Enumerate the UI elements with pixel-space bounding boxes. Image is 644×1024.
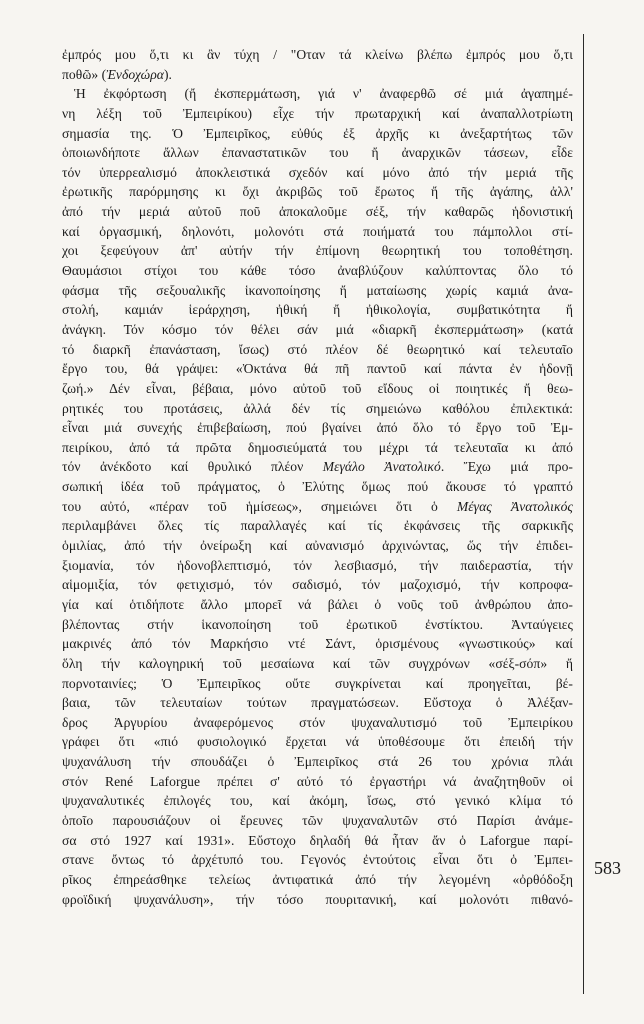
text-line: ρητικές του προτάσεις, ἀλλά δέν τίς σημειώνω καθόλου ἐπιλεκτικά:	[62, 400, 573, 416]
text-line: χοι ξεφεύγουν ἀπ' αὐτήν τήν ἐπίμονη θεωρητική του τοποθέτηση.	[62, 243, 573, 259]
text-line: εἶναι μιά συνεχής ἐπιβεβαίωση, πού βγαίνει ἀπό ὅλο τό ἔργο τοῦ Ἐμ-	[62, 420, 573, 436]
body-text	[62, 45, 573, 909]
text-line: γία καί ὁτιδήποτε ἄλλο μπορεῖ νά βάλει ὁ νοῦς τοῦ ἀνθρώπου ἀπο-	[62, 596, 573, 612]
text-line: του αὐτό, «πέραν τοῦ ἡμίσεως», σημειώνει ὅτι ὁ Μέγας Ἀνατολικός	[62, 498, 573, 514]
text-line: σωπική ἰδέα τοῦ πράγματος, ὁ Ἐλύτης ὅμως πού ἄκουσε τό γραπτό	[62, 479, 573, 495]
text-line: Θαυμάσιοι στίχοι του κάθε τόσο ἀναβλύζουν καλύπτοντας ὅλο τό	[62, 263, 573, 279]
text-line: ἀπό τήν μεριά αὐτοῦ ποῦ ἀποκαλοῦμε σέξ, τήν καθαρῶς ἡδονιστική	[62, 204, 573, 220]
text-line: ὁποῖο παρουσιάζουν οἱ ἔρευνες τῶν ψυχαναλυτῶν στό Παρίσι ἀνάμε-	[62, 812, 573, 828]
text-line: Ἡ ἐκφόρτωση (ἤ ἐκσπερμάτωση, γιά ν' ἀναφερθῶ σέ μιά ἀγαπημέ-	[74, 86, 573, 102]
text-line: βαια, τῶν τελευταίων τούτων πραγματώσεων. Εὔστοχα ὁ Ἀλέξαν-	[62, 695, 573, 711]
text-line: ψυχανάλυση τήν σπουδάζει ὁ Ἐμπειρῖκος στά 26 του χρόνια πλάι	[62, 754, 573, 770]
text-line: τόν ὑπερρεαλισμό ἀποκλειστικά σχεδόν καί μόνο ἀπό τήν μεριά τῆς	[62, 164, 573, 180]
text-line: νη λέξη τοῦ Ἐμπειρίκου) εἶχε τήν πρωταρχική καί ἀναπαλλοτρίωτη	[62, 105, 573, 121]
text-line: ρῖκος ἐπηρεάσθηκε τελείως ἀντιφατικά ἀπό τήν λεγομένη «ὀρθόδοξη	[62, 871, 573, 887]
text-line: ξιομανία, τόν ἡδονοβλεπτισμό, τόν λεσβιασμό, τήν παιδεραστία, τήν	[62, 557, 573, 573]
text-line: ὁποιωνδήποτε ἄλλων ἐπαναστατικῶν του ἤ ἀναρχικῶν τάσεων, εἶδε	[62, 145, 573, 161]
text-line: ἀνάγκη. Τόν κόσμο τόν θέλει σάν μιά «διαρκῆ ἐκσπερμάτωση» (κατά	[62, 321, 573, 337]
text-line: στολή, καμιάν ἱεράρχηση, ἠθική ἤ ἠθικολογία, συμβατικότητα ἤ	[62, 302, 573, 318]
text-line: πορνοταινίες; Ὁ Ἐμπειρῖκος οὔτε συγκρίνεται καί προηγεῖται, βέ-	[62, 675, 573, 691]
text-line: ποθῶ» (Ἐνδοχώρα).	[62, 66, 172, 82]
text-line: δρος Ἀργυρίου ἀναφερόμενος στόν ψυχαναλυτισμό τοῦ Ἐμπειρίκου	[62, 714, 573, 730]
text-line: ἐρωτικῆς παρόρμησης κι ὄχι ἀκριβῶς τοῦ ἔρωτος ἤ τῆς ἀγάπης, ἀλλ'	[62, 184, 573, 200]
text-line: ἐμπρός μου ὅ,τι κι ἂν τύχη / "Οταν τά κλείνω βλέπω ἐμπρός μου ὅ,τι	[62, 47, 573, 62]
text-line: φροϊδική ψυχανάλυση», τήν τόσο πουριτανική, καί μολονότι πιθανό-	[62, 891, 573, 907]
text-line: πειρίκου, ἀπό τά πρῶτα δημοσιεύματά του μέχρι τά τελευταῖα κι ἀπό	[62, 439, 573, 455]
text-line: τό διαρκῆ ἐπανάσταση, ἴσως) στό πλέον δέ θεωρητικό καί τελευταῖο	[62, 341, 573, 357]
text-line: βλέποντας στήν ἱκανοποίηση τοῦ ἐρωτικοῦ ἐνστίκτου. Ἀνταύγειες	[62, 616, 573, 632]
text-line: μακρινές ἀπό τόν Μαρκήσιο ντέ Σάντ, ὁρισμένους «γνωστικούς» καί	[62, 636, 573, 652]
text-line: ἔργο του, θά γράψει: «Ὀκτάνα θά πῆ παντοῦ καί πάντα ἐν ἡδονῇ	[62, 361, 573, 377]
text-line: στόν René Laforgue πρέπει σ' αὐτό τό ἐργαστήρι νά ἀναζητηθοῦν οἱ	[62, 773, 573, 789]
text-line: γράφει ὅτι «πιό φυσιολογικό ἔρχεται νά ὑποθέσουμε ὅτι ἐπειδή τήν	[62, 734, 573, 750]
text-line: ψυχαναλυτικές ἐπιλογές του, καί ἀκόμη, ἴσως, στό γενικό κλίμα τό	[62, 793, 573, 809]
text-line: σα στό 1927 καί 1931». Εὔστοχο δηλαδή θά ἦταν ἄν ὁ Laforgue παρί-	[62, 832, 573, 848]
text-line: ὅλη τήν καλογηρική τοῦ μεσαίωνα καί τῶν συγχρόνων «σέξ-σόπ» ἤ	[62, 655, 573, 671]
text-line: φάσμα τῆς σεξουαλικῆς ἱκανοποίησης ἤ ματαίωσης χωρίς καμιά ἀνα-	[62, 282, 573, 298]
text-line: τόν ἀνέκδοτο καί θρυλικό πλέον Μεγάλο Ἀνατολικό. Ἔχω μιά προ-	[62, 459, 573, 475]
text-line: ὁμιλίας, ἀπό τήν ὀνείρωξη καί αὐνανισμό ἀρχινώντας, ὥς τήν ἐπιδει-	[62, 538, 573, 554]
page-number: 583	[594, 858, 621, 878]
text-line: στανε ὄντως τό ἀρχέτυπό του. Γεγονός ἐντούτοις εἶναι ὅτι ὁ Ἐμπει-	[62, 852, 573, 868]
text-line: σημασία της. Ὁ Ἐμπειρῖκος, εὐθύς ἐξ ἀρχῆς κι ἀνεξαρτήτως τῶν	[62, 125, 573, 141]
text-line: περιλαμβάνει ὅλες τίς παραλλαγές καί τίς ἐκφάνσεις τῆς σαρκικῆς	[62, 518, 573, 534]
text-line: αἱμομιξία, τόν φετιχισμό, τόν σαδισμό, τόν μαζοχισμό, τήν κοπροφα-	[62, 577, 573, 593]
text-line: καί ὀργασμική, δηλονότι, μολονότι στά ποιήματά του πάμπολλοι στί-	[62, 223, 573, 239]
margin-rule	[583, 34, 584, 994]
text-line: ζωή.» Δέν εἶναι, βέβαια, μόνο αὐτοῦ τοῦ εἴδους οἱ ποιητικές ἤ θεω-	[62, 380, 573, 396]
